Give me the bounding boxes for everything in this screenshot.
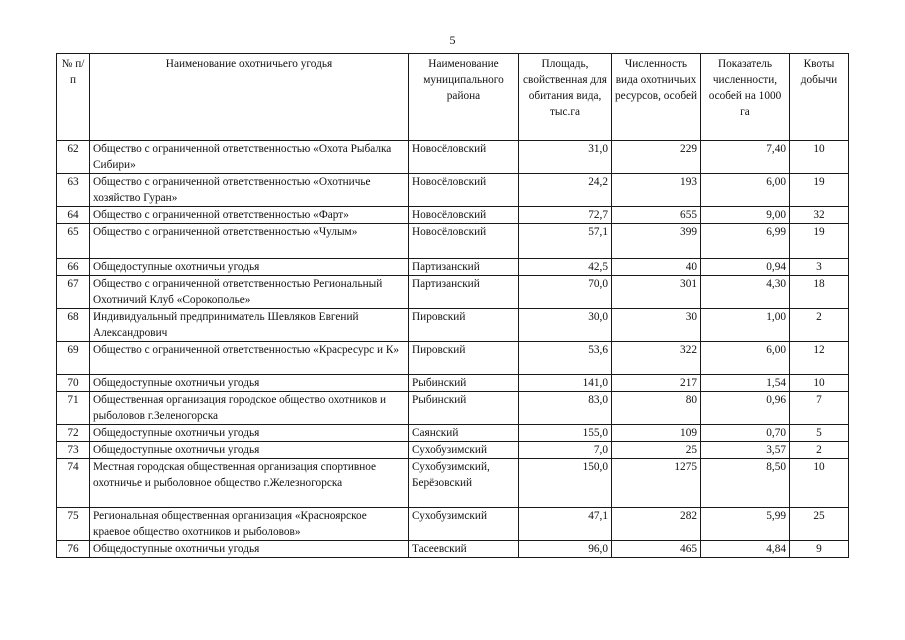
cell-name: Общедоступные охотничьи угодья	[90, 375, 409, 392]
cell-district: Новосёловский	[409, 207, 519, 224]
cell-area: 155,0	[519, 425, 612, 442]
cell-density: 6,00	[701, 342, 790, 375]
cell-density: 0,94	[701, 259, 790, 276]
cell-name: Общество с ограниченной ответственностью «Охота Рыбалка Сибири»	[90, 141, 409, 174]
cell-count: 80	[612, 392, 701, 425]
cell-name: Региональная общественная организация «Красноярское краевое общество охотников и рыболовов»	[90, 508, 409, 541]
cell-count: 301	[612, 276, 701, 309]
cell-density: 1,54	[701, 375, 790, 392]
cell-quota: 3	[790, 259, 849, 276]
cell-no: 71	[57, 392, 90, 425]
cell-quota: 2	[790, 309, 849, 342]
cell-area: 7,0	[519, 442, 612, 459]
cell-quota: 12	[790, 342, 849, 375]
cell-name: Общество с ограниченной ответственностью Региональный Охотничий Клуб «Сорокополье»	[90, 276, 409, 309]
cell-area: 53,6	[519, 342, 612, 375]
cell-name: Общество с ограниченной ответственностью «Фарт»	[90, 207, 409, 224]
cell-count: 40	[612, 259, 701, 276]
cell-no: 72	[57, 425, 90, 442]
header-density: Показатель численности, особей на 1000 га	[701, 54, 790, 141]
cell-name: Индивидуальный предприниматель Шевляков Евгений Александрович	[90, 309, 409, 342]
cell-quota: 7	[790, 392, 849, 425]
cell-district: Партизанский	[409, 276, 519, 309]
table-row	[57, 508, 849, 541]
cell-count: 282	[612, 508, 701, 541]
header-name: Наименование охотничьего угодья	[90, 54, 409, 141]
cell-district: Саянский	[409, 425, 519, 442]
cell-area: 24,2	[519, 174, 612, 207]
cell-no: 66	[57, 259, 90, 276]
cell-quota: 18	[790, 276, 849, 309]
cell-count: 25	[612, 442, 701, 459]
cell-count: 30	[612, 309, 701, 342]
cell-quota: 2	[790, 442, 849, 459]
cell-density: 9,00	[701, 207, 790, 224]
cell-name: Общество с ограниченной ответственностью «Красресурс и К»	[90, 342, 409, 375]
cell-name: Общедоступные охотничьи угодья	[90, 259, 409, 276]
table-row	[57, 207, 849, 224]
cell-density: 3,57	[701, 442, 790, 459]
header-quota: Квоты добычи	[790, 54, 849, 141]
header-area: Площадь, свойственная для обитания вида, тыс.га	[519, 54, 612, 141]
cell-name: Общедоступные охотничьи угодья	[90, 442, 409, 459]
cell-quota: 5	[790, 425, 849, 442]
cell-district: Сухобузимский	[409, 442, 519, 459]
cell-area: 141,0	[519, 375, 612, 392]
cell-no: 76	[57, 541, 90, 558]
cell-count: 217	[612, 375, 701, 392]
table-row	[57, 541, 849, 558]
cell-no: 62	[57, 141, 90, 174]
cell-count: 1275	[612, 459, 701, 508]
cell-density: 6,99	[701, 224, 790, 259]
cell-no: 67	[57, 276, 90, 309]
cell-density: 1,00	[701, 309, 790, 342]
cell-quota: 19	[790, 224, 849, 259]
table-row	[57, 224, 849, 259]
cell-density: 0,70	[701, 425, 790, 442]
cell-count: 465	[612, 541, 701, 558]
page-number: 5	[449, 33, 456, 47]
cell-name: Общество с ограниченной ответственностью «Чулым»	[90, 224, 409, 259]
cell-district: Партизанский	[409, 259, 519, 276]
header-no: № п/п	[57, 54, 90, 141]
cell-no: 73	[57, 442, 90, 459]
cell-name: Общество с ограниченной ответственностью «Охотничье хозяйство Гуран»	[90, 174, 409, 207]
cell-no: 74	[57, 459, 90, 508]
cell-density: 4,84	[701, 541, 790, 558]
cell-area: 150,0	[519, 459, 612, 508]
cell-quota: 10	[790, 459, 849, 508]
cell-density: 0,96	[701, 392, 790, 425]
cell-count: 193	[612, 174, 701, 207]
cell-quota: 9	[790, 541, 849, 558]
table-row	[57, 459, 849, 508]
cell-area: 57,1	[519, 224, 612, 259]
cell-district: Сухобузимский	[409, 508, 519, 541]
cell-count: 229	[612, 141, 701, 174]
cell-no: 63	[57, 174, 90, 207]
cell-district: Пировский	[409, 309, 519, 342]
cell-density: 8,50	[701, 459, 790, 508]
cell-density: 5,99	[701, 508, 790, 541]
table-header-row	[57, 54, 849, 141]
cell-district: Рыбинский	[409, 375, 519, 392]
cell-count: 322	[612, 342, 701, 375]
cell-area: 42,5	[519, 259, 612, 276]
cell-district: Рыбинский	[409, 392, 519, 425]
cell-count: 655	[612, 207, 701, 224]
cell-district: Новосёловский	[409, 174, 519, 207]
table-row	[57, 309, 849, 342]
cell-no: 64	[57, 207, 90, 224]
cell-district: Новосёловский	[409, 224, 519, 259]
cell-name: Местная городская общественная организация спортивное охотничье и рыболовное общество г.Железногорска	[90, 459, 409, 508]
cell-area: 47,1	[519, 508, 612, 541]
cell-area: 31,0	[519, 141, 612, 174]
cell-area: 72,7	[519, 207, 612, 224]
table-row	[57, 276, 849, 309]
cell-density: 6,00	[701, 174, 790, 207]
cell-no: 65	[57, 224, 90, 259]
cell-no: 70	[57, 375, 90, 392]
cell-quota: 10	[790, 375, 849, 392]
cell-name: Общедоступные охотничьи угодья	[90, 425, 409, 442]
table-row	[57, 342, 849, 375]
cell-district: Пировский	[409, 342, 519, 375]
cell-count: 109	[612, 425, 701, 442]
cell-area: 96,0	[519, 541, 612, 558]
cell-area: 83,0	[519, 392, 612, 425]
cell-quota: 25	[790, 508, 849, 541]
table-row	[57, 425, 849, 442]
cell-quota: 10	[790, 141, 849, 174]
cell-area: 30,0	[519, 309, 612, 342]
cell-density: 7,40	[701, 141, 790, 174]
cell-no: 68	[57, 309, 90, 342]
cell-district: Сухобузимский, Берёзовский	[409, 459, 519, 508]
cell-name: Общественная организация городское общество охотников и рыболовов г.Зеленогорска	[90, 392, 409, 425]
cell-name: Общедоступные охотничьи угодья	[90, 541, 409, 558]
cell-no: 69	[57, 342, 90, 375]
table-row	[57, 259, 849, 276]
table-row	[57, 174, 849, 207]
table-row	[57, 442, 849, 459]
cell-density: 4,30	[701, 276, 790, 309]
cell-district: Новосёловский	[409, 141, 519, 174]
header-count: Численность вида охотничьих ресурсов, особей	[612, 54, 701, 141]
cell-count: 399	[612, 224, 701, 259]
table-row	[57, 141, 849, 174]
cell-area: 70,0	[519, 276, 612, 309]
header-district: Наименование муниципального района	[409, 54, 519, 141]
table-row	[57, 375, 849, 392]
cell-no: 75	[57, 508, 90, 541]
hunting-grounds-table	[56, 53, 849, 558]
cell-district: Тасеевский	[409, 541, 519, 558]
cell-quota: 19	[790, 174, 849, 207]
table-row	[57, 392, 849, 425]
cell-quota: 32	[790, 207, 849, 224]
